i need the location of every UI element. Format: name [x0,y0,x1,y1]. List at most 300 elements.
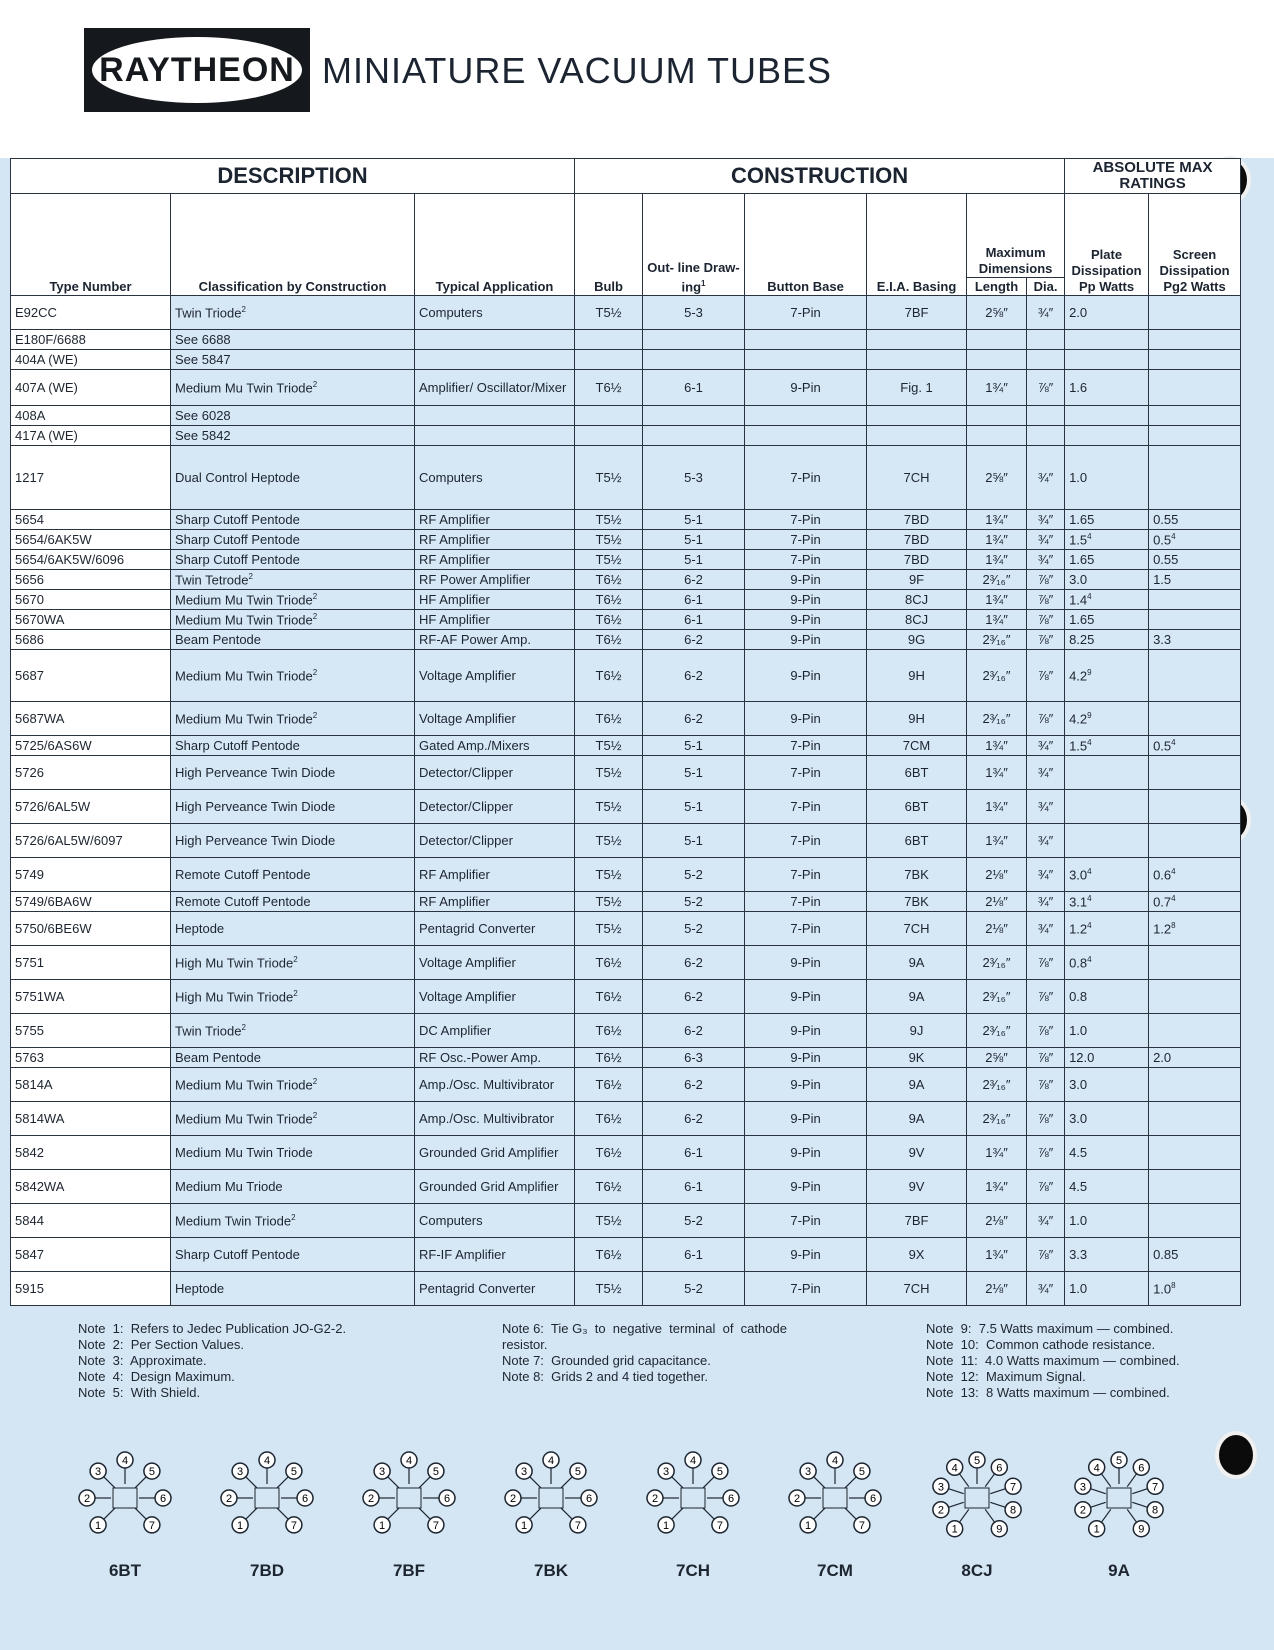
button-base [745,1170,867,1204]
pin-number: 4 [547,1455,555,1467]
application [415,630,575,650]
button-base [745,650,867,702]
bulb [575,650,643,702]
plate-dissipation-note: 9 [1087,710,1092,720]
max-length [967,1136,1027,1170]
plate-dissipation-note: 4 [1087,954,1092,964]
table-row [11,650,1241,702]
screen-dissipation-note: 4 [1171,893,1176,903]
pin-number: 3 [95,1466,102,1479]
classification [171,330,415,350]
bulb [575,296,643,330]
plate-dissipation-text: 1.4 [1069,592,1088,608]
button-base [745,590,867,610]
plate-dissipation-text: 3.0 [1069,1077,1088,1092]
eia-basing-text: 7BD [903,552,930,567]
eia-basing [867,550,967,570]
eia-basing [867,510,967,530]
outline-drawing [643,1068,745,1102]
outline-drawing-text: 5-1 [684,765,703,780]
eia-basing-text: 7BF [904,1213,929,1228]
outline-drawing [643,736,745,756]
table-row [11,426,1241,446]
button-base-text: 7-Pin [790,921,821,936]
plate-dissipation-text: 0.8 [1069,989,1088,1004]
table-row [11,630,1241,650]
plate-dissipation [1065,756,1149,790]
type-number [11,590,171,610]
note-line: Note 7: Grounded grid capacitance. [502,1353,711,1368]
application [415,980,575,1014]
max-length-text: 2⅝″ [985,305,1008,320]
plate-dissipation-text: 1.0 [1069,1213,1088,1228]
screen-dissipation-note: 4 [1171,531,1176,541]
table-row [11,790,1241,824]
table-row [11,370,1241,406]
classification-text: High Mu Twin Triode [175,955,294,971]
type-number [11,892,171,912]
application-text: Gated Amp./Mixers [419,738,530,753]
application [415,892,575,912]
table-row [11,1238,1241,1272]
outline-drawing-text: 5-1 [684,532,703,547]
screen-dissipation [1149,296,1241,330]
plate-dissipation-text: 1.5 [1069,738,1088,754]
classification-text: High Mu Twin Triode [175,989,294,1005]
max-length-text: 1¾″ [985,1247,1008,1262]
outline-drawing [643,650,745,702]
pin-number: 2 [793,1493,801,1505]
bulb-text: T5½ [595,738,622,753]
type-number-text: 5654 [15,512,44,527]
application-text: Amplifier/ Oscillator/Mixer [419,380,567,395]
button-base [745,702,867,736]
note-line: Note 9: 7.5 Watts maximum — combined. [926,1321,1174,1336]
classification [171,446,415,510]
application-text: Amp./Osc. Multivibrator [419,1111,555,1126]
basing-diagram-label: 7CH [675,1561,710,1580]
plate-dissipation-text: 4.2 [1069,668,1088,684]
pin-lead [419,1508,430,1519]
table-row [11,824,1241,858]
button-base-text: 7-Pin [790,765,821,780]
max-length-text: 2³⁄₁₆″ [982,572,1011,587]
max-length-text: 1¾″ [985,799,1008,814]
bulb-text: T6½ [595,1111,622,1126]
button-base [745,946,867,980]
pin-lead [1132,1489,1147,1494]
table-row [11,530,1241,550]
screen-dissipation [1149,570,1241,590]
type-number [11,1136,171,1170]
type-number-text: 5670 [15,592,44,607]
max-length [967,1238,1027,1272]
bulb-text: T5½ [595,921,622,936]
max-length-text: 1¾″ [985,552,1008,567]
pin-lead [845,1477,856,1488]
eia-basing [867,530,967,550]
type-number [11,446,171,510]
max-length [967,858,1027,892]
pin-lead [530,1508,541,1519]
col-screen: Screen Dissipation Pg2 Watts [1149,194,1241,296]
max-length [967,650,1027,702]
eia-basing [867,296,967,330]
application-text: RF Amplifier [419,512,490,527]
plate-dissipation [1065,790,1149,824]
button-base-text: 7-Pin [790,894,821,909]
max-diameter-text: ⅞″ [1037,1179,1054,1194]
plate-dissipation [1065,1204,1149,1238]
screen-dissipation [1149,510,1241,530]
screen-dissipation-note: 8 [1171,920,1176,930]
outline-drawing-text: 5-1 [684,833,703,848]
eia-basing-text: 8CJ [904,612,929,627]
type-number [11,370,171,406]
max-diameter-text: ⅞″ [1037,1247,1054,1262]
classification-text: Medium Mu Twin Triode [175,1145,313,1160]
type-number-text: 5656 [15,572,44,587]
outline-drawing [643,510,745,530]
button-base-text: 7-Pin [790,470,821,485]
pin-number: 1 [805,1519,812,1532]
max-length [967,330,1027,350]
application [415,912,575,946]
max-diameter-text: ⅞″ [1037,572,1054,587]
button-base-text: 7-Pin [790,532,821,547]
screen-dissipation [1149,406,1241,426]
max-diameter [1027,370,1065,406]
screen-dissipation [1149,1136,1241,1170]
plate-dissipation [1065,1170,1149,1204]
classification-text: Sharp Cutoff Pentode [175,532,300,547]
bulb [575,330,643,350]
basing-diagram-label: 9A [1108,1561,1130,1580]
type-number-text: 5750/6BE6W [15,921,92,936]
application-text: RF Amplifier [419,552,490,567]
type-number [11,610,171,630]
pin-number: 2 [509,1493,517,1505]
plate-dissipation [1065,570,1149,590]
screen-dissipation [1149,1272,1241,1306]
button-base [745,912,867,946]
plate-dissipation-text: 1.6 [1069,380,1088,395]
bulb-text: T5½ [595,532,622,547]
pin-number: 7 [290,1519,297,1532]
max-diameter-text: ⅞″ [1037,380,1054,395]
eia-basing-text: 9H [908,711,925,726]
outline-drawing-text: 6-1 [684,1145,703,1160]
plate-dissipation [1065,946,1149,980]
table-row [11,550,1241,570]
classification [171,1272,415,1306]
pin-lead [990,1502,1005,1507]
plate-dissipation [1065,1136,1149,1170]
eia-basing [867,590,967,610]
bulb-text: T6½ [595,632,622,647]
type-number [11,1170,171,1204]
application-text: Computers [419,305,483,320]
outline-drawing-text: 5-2 [684,867,703,882]
table-row [11,892,1241,912]
outline-drawing [643,912,745,946]
note-line: Note 6: Tie G₃ to negative terminal of cathode [502,1321,787,1336]
classification-text: Sharp Cutoff Pentode [175,552,300,567]
pin-lead [135,1508,146,1519]
max-length-text: 2³⁄₁₆″ [982,668,1011,683]
plate-dissipation-note: 4 [1087,591,1092,601]
plate-dissipation [1065,610,1149,630]
type-number-text: 5670WA [15,612,65,627]
outline-drawing-text: 6-2 [684,989,703,1004]
screen-dissipation [1149,650,1241,702]
type-number [11,1068,171,1102]
classification [171,824,415,858]
classification-text: Sharp Cutoff Pentode [175,512,300,527]
type-number-text: 404A (WE) [15,352,78,367]
plate-dissipation-note: 4 [1087,737,1092,747]
max-diameter [1027,426,1065,446]
screen-dissipation [1149,1014,1241,1048]
type-number-text: 5755 [15,1023,44,1038]
outline-drawing-text: 5-3 [684,305,703,320]
max-diameter-text: ¾″ [1037,305,1054,320]
bulb [575,550,643,570]
max-diameter-text: ¾″ [1037,532,1054,547]
type-number [11,650,171,702]
button-base [745,980,867,1014]
plate-dissipation-text: 1.0 [1069,1281,1088,1296]
application-text: RF Amplifier [419,894,490,909]
outline-drawing [643,446,745,510]
max-length-text: 2⅛″ [985,1281,1008,1296]
max-diameter-text: ⅞″ [1037,668,1054,683]
eia-basing-text: 9V [908,1145,925,1160]
max-length [967,1102,1027,1136]
button-base-text: 9-Pin [790,989,821,1004]
eia-basing-text: 7BF [904,305,929,320]
pin-lead [530,1477,541,1488]
logo-text: RAYTHEON [92,37,302,103]
max-diameter [1027,530,1065,550]
pin-number: 8 [1010,1504,1017,1517]
application-text: Amp./Osc. Multivibrator [419,1077,555,1092]
bulb-text: T6½ [595,572,622,587]
outline-drawing [643,590,745,610]
pin-number: 1 [663,1519,670,1532]
eia-basing [867,912,967,946]
max-diameter [1027,892,1065,912]
application [415,406,575,426]
bulb [575,510,643,530]
plate-dissipation [1065,892,1149,912]
max-length [967,550,1027,570]
application [415,570,575,590]
table-row [11,446,1241,510]
eia-basing [867,892,967,912]
button-base [745,892,867,912]
button-base-text: 9-Pin [790,592,821,607]
outline-drawing-text: 6-2 [684,711,703,726]
plate-dissipation-text: 1.2 [1069,921,1088,937]
max-length-text: 2⅛″ [985,894,1008,909]
pin-number: 1 [521,1519,528,1532]
screen-dissipation-text: 0.5 [1153,532,1172,548]
table-row [11,980,1241,1014]
max-length-text: 1¾″ [985,612,1008,627]
classification [171,1014,415,1048]
max-length [967,610,1027,630]
classification-text: See 6688 [175,332,231,347]
type-number-text: 5654/6AK5W/6096 [15,552,125,567]
max-diameter-text: ⅞″ [1037,1050,1054,1065]
bulb-text: T5½ [595,867,622,882]
max-diameter-text: ⅞″ [1037,1077,1054,1092]
screen-dissipation [1149,980,1241,1014]
outline-drawing [643,892,745,912]
application-text: RF-IF Amplifier [419,1247,506,1262]
pin-number: 4 [689,1455,697,1467]
bulb-text: T6½ [595,711,622,726]
classification-text: High Perveance Twin Diode [175,765,336,780]
bulb [575,980,643,1014]
plate-dissipation-text: 8.25 [1069,632,1095,647]
plate-dissipation [1065,650,1149,702]
note-line: Note 13: 8 Watts maximum — combined. [926,1385,1170,1400]
classification [171,756,415,790]
classification-text: High Perveance Twin Diode [175,833,336,848]
plate-dissipation [1065,510,1149,530]
classification-note: 2 [312,710,318,720]
outline-drawing [643,426,745,446]
eia-basing [867,1204,967,1238]
plate-dissipation-note: 4 [1087,866,1092,876]
plate-dissipation [1065,426,1149,446]
table-row [11,736,1241,756]
bulb [575,790,643,824]
outline-drawing-text: 6-2 [684,1023,703,1038]
application [415,650,575,702]
bulb [575,858,643,892]
type-number-text: 5814WA [15,1111,65,1126]
classification [171,350,415,370]
max-length [967,406,1027,426]
outline-drawing-text: 5-1 [684,799,703,814]
max-length [967,980,1027,1014]
bulb-text: T6½ [595,1145,622,1160]
pin-lead [419,1477,430,1488]
eia-basing [867,1136,967,1170]
classification [171,1068,415,1102]
type-number [11,296,171,330]
application [415,550,575,570]
max-length-text: 2⅛″ [985,1213,1008,1228]
application [415,1272,575,1306]
eia-basing [867,446,967,510]
max-diameter-text: ¾″ [1037,921,1054,936]
button-base-text: 9-Pin [790,1111,821,1126]
bulb [575,702,643,736]
pin-lead [1101,1474,1110,1487]
type-number [11,630,171,650]
classification [171,650,415,702]
max-length-text: 1¾″ [985,512,1008,527]
bulb [575,1048,643,1068]
eia-basing [867,330,967,350]
max-length-text: 2⅝″ [985,470,1008,485]
button-base [745,1204,867,1238]
screen-dissipation-text: 3.3 [1153,632,1172,647]
application [415,530,575,550]
button-base-text: 9-Pin [790,668,821,683]
application-text: RF-AF Power Amp. [419,632,531,647]
pin-number: 4 [263,1455,271,1467]
pin-number: 6 [585,1493,593,1505]
pin-number: 7 [858,1519,865,1532]
plate-dissipation-text: 3.0 [1069,1111,1088,1126]
button-base-text: 9-Pin [790,1179,821,1194]
classification [171,590,415,610]
eia-basing-text: 9X [908,1247,925,1262]
binder-hole-icon [1219,1435,1253,1475]
application [415,296,575,330]
plate-dissipation [1065,1272,1149,1306]
screen-dissipation [1149,858,1241,892]
classification-text: Twin Triode [175,305,242,321]
max-diameter [1027,1014,1065,1048]
button-base-text: 7-Pin [790,867,821,882]
bulb [575,406,643,426]
classification-note: 2 [241,1022,246,1032]
pin-lead [388,1508,399,1519]
electrode-structure [397,1488,421,1508]
plate-dissipation-note: 9 [1087,667,1092,677]
pin-lead [561,1477,572,1488]
outline-drawing-text: 5-2 [684,921,703,936]
button-base [745,1068,867,1102]
application [415,1048,575,1068]
plate-dissipation-note: 4 [1087,531,1092,541]
classification [171,370,415,406]
bulb-text: T5½ [595,833,622,848]
plate-dissipation [1065,1102,1149,1136]
max-diameter [1027,1170,1065,1204]
plate-dissipation [1065,330,1149,350]
max-diameter [1027,610,1065,630]
button-base-text: 7-Pin [790,833,821,848]
classification-text: See 5842 [175,428,231,443]
screen-dissipation [1149,756,1241,790]
classification-text: Twin Triode [175,1023,242,1039]
outline-drawing-text: 6-2 [684,1111,703,1126]
col-eia: E.I.A. Basing [867,194,967,296]
basing-diagram-label: 7CM [817,1561,853,1580]
classification [171,790,415,824]
eia-basing-text: 9H [908,668,925,683]
max-diameter-text: ¾″ [1037,867,1054,882]
screen-dissipation [1149,1170,1241,1204]
type-number [11,570,171,590]
application [415,790,575,824]
application-text: Grounded Grid Amplifier [419,1179,559,1194]
type-number-text: 5654/6AK5W [15,532,92,547]
classification [171,1238,415,1272]
pin-lead [959,1474,968,1487]
type-number [11,980,171,1014]
max-diameter-text: ¾″ [1037,799,1054,814]
max-length-text: 2³⁄₁₆″ [982,1023,1011,1038]
plate-dissipation-text: 3.3 [1069,1247,1088,1262]
